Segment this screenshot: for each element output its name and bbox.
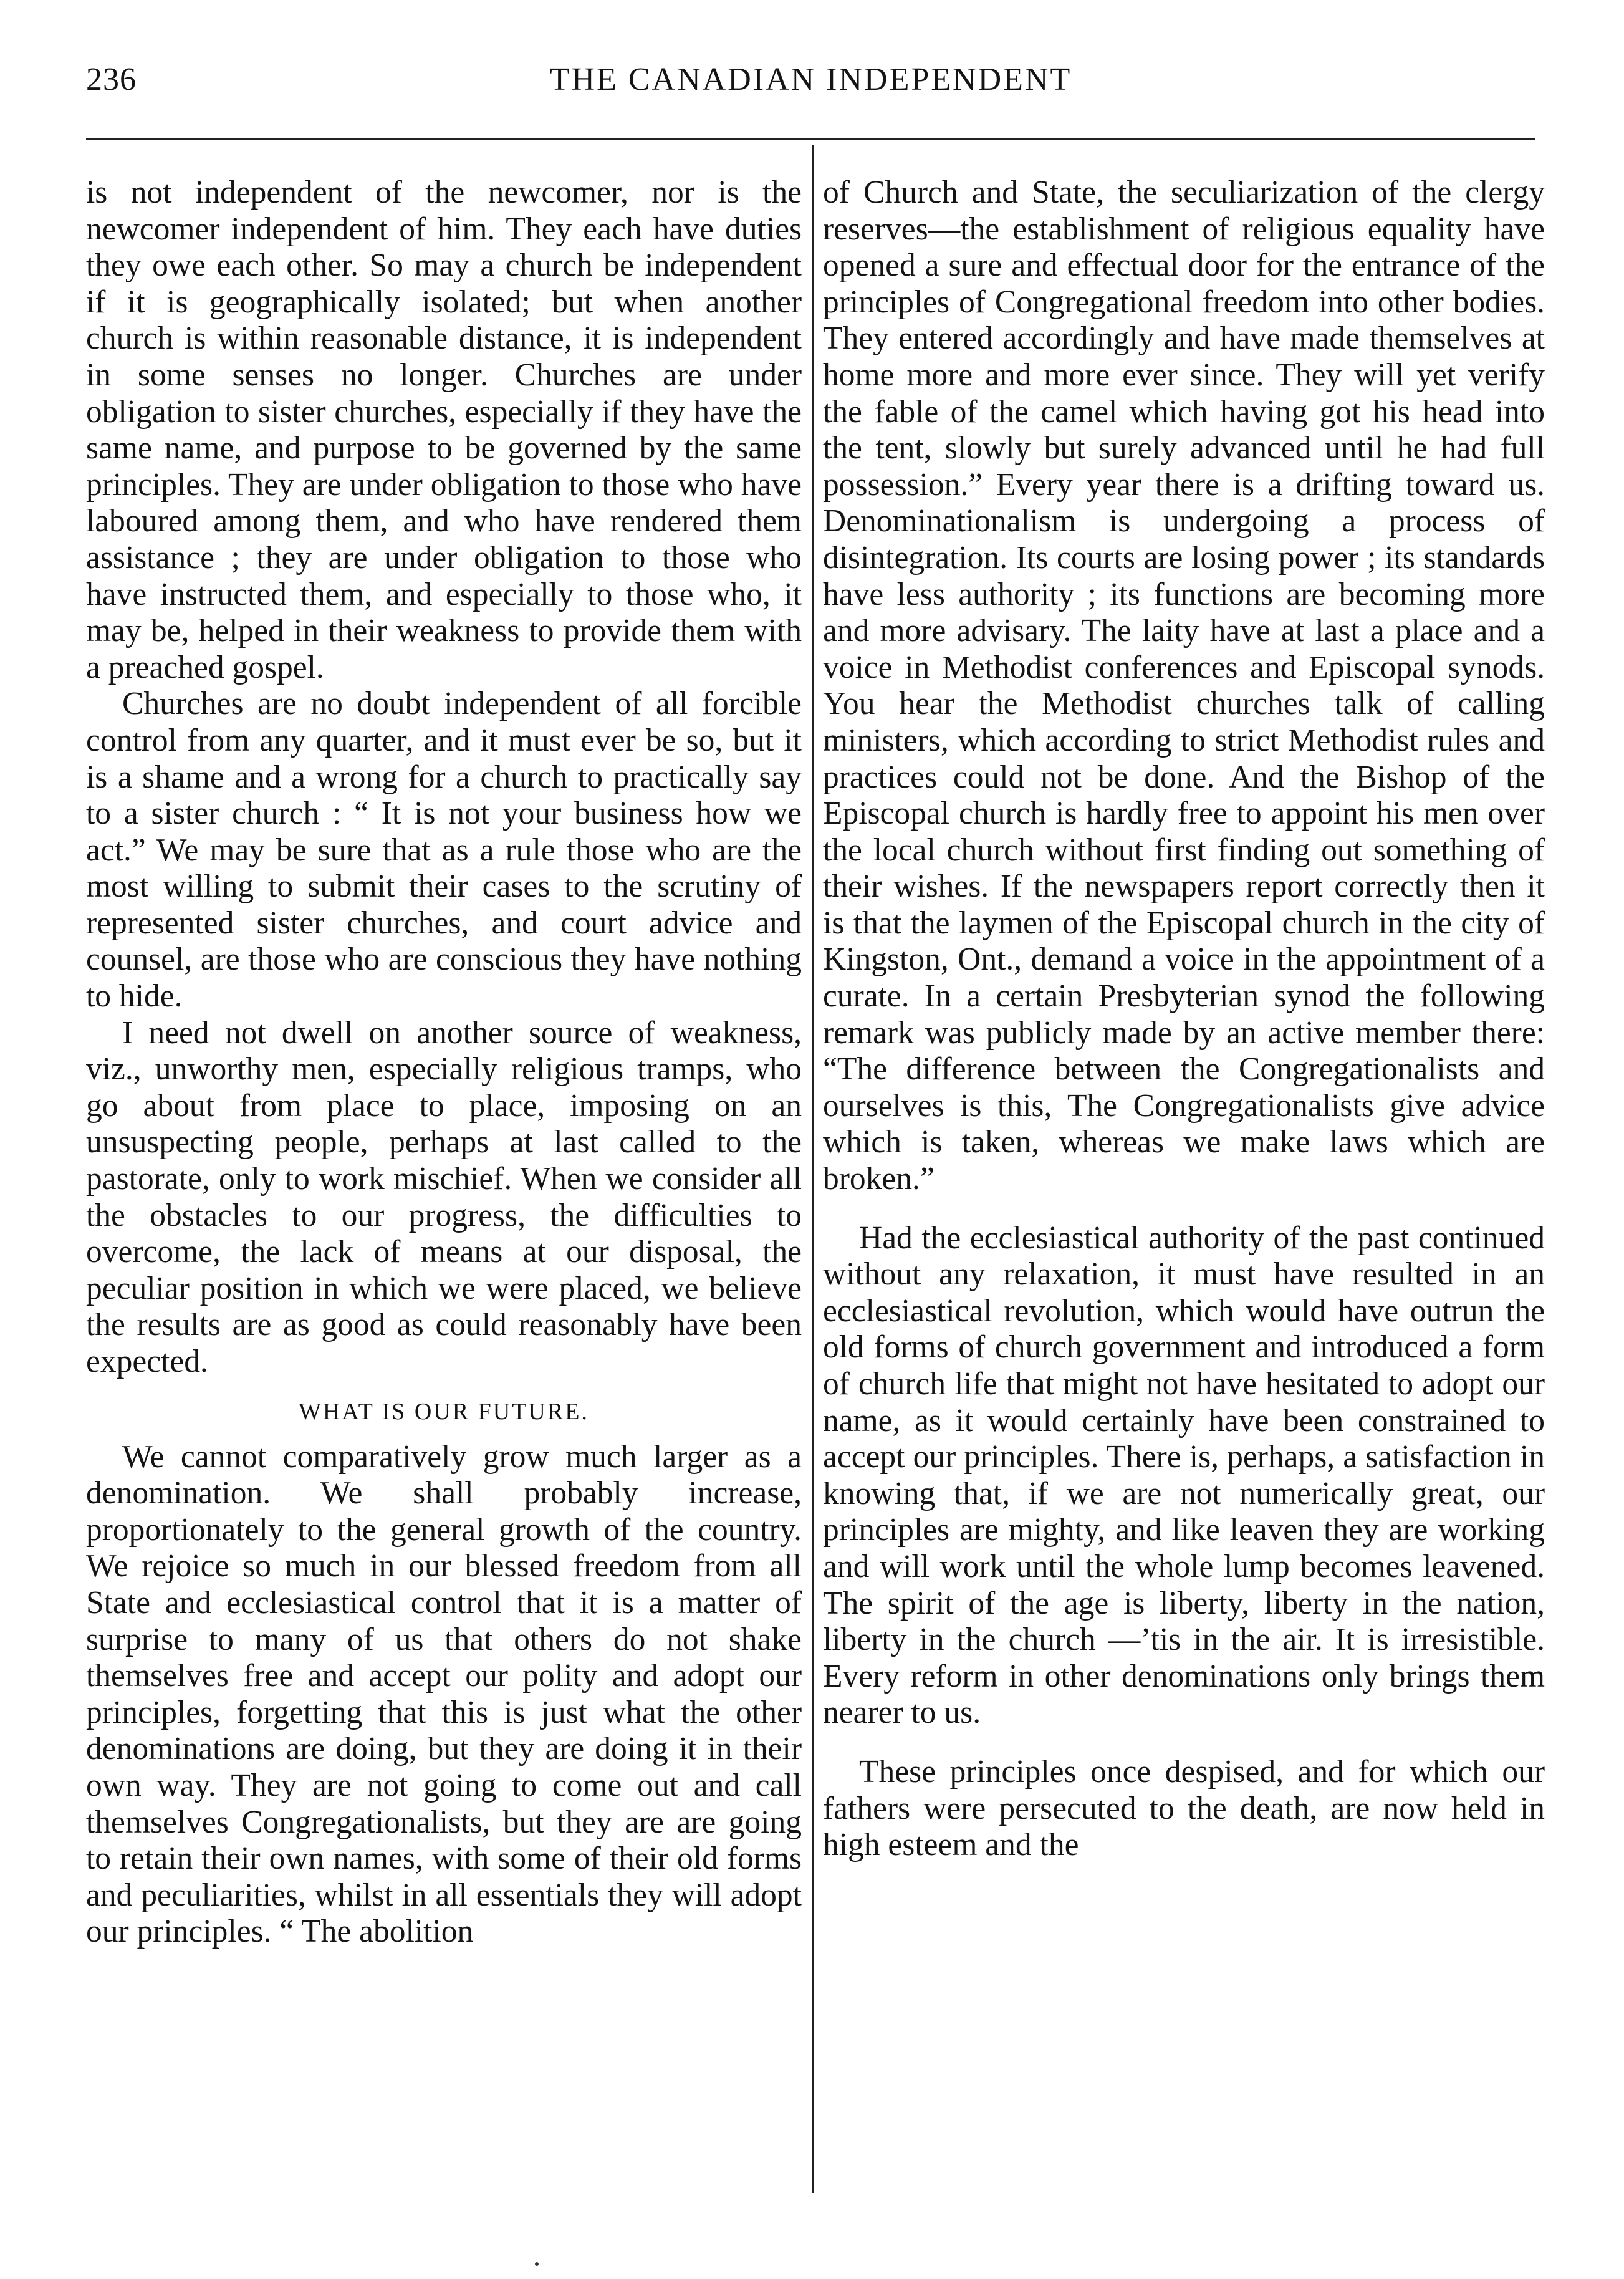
page-number: 236	[86, 62, 137, 97]
right-paragraph-3: These principles once despised, and for which our fathers were persecuted to the death, are now held in high esteem and the	[823, 1753, 1545, 1863]
left-paragraph-2: Churches are no doubt independent of all forcible control from any quarter, and it must ever be so, but it is a shame and a wrong for a church to practically say to a sister church : “ It is not your business how we act.” We may be sure that as a rule those who are the most willing to submit their cases to the scrutiny of represented sister churches, and court advice and counsel, are those who are conscious they have nothing to hide.	[86, 686, 802, 1014]
left-paragraph-4: We cannot comparatively grow much larger as a denomination. We shall probably increase, proportionately to the general growth of the country. We rejoice so much in our blessed freedom from all State and ecclesiastical control that it is a matter of surprise to many of us that others do not shake themselves free and accept our polity and adopt our principles, forgetting that this is just what the other denominations are doing, but they are doing it in their own way. They are not going to come out and call themselves Congregationalists, but they are are going to retain their own names, with some of their old forms and peculiarities, whilst in all essentials they will adopt our principles. “ The abolition	[86, 1438, 802, 1950]
column-rule	[812, 145, 814, 2193]
running-title: THE CANADIAN INDEPENDENT	[549, 62, 1072, 97]
section-heading: WHAT IS OUR FUTURE.	[299, 1398, 589, 1425]
footer-mark	[535, 2262, 539, 2266]
header-rule	[86, 138, 1535, 140]
page-header	[86, 56, 1535, 106]
left-paragraph-1: is not independent of the newcomer, nor is the newcomer independent of him. They each have duties they owe each other. So may a church be independent if it is geographically isolated; but when another church is within reasonable distance, it is independent in some senses no longer. Churches are under obligation to sister churches, especially if they have the same name, and purpose to be governed by the same principles. They are under obligation to those who have laboured among them, and who have rendered them assistance ; they are under obligation to those who have instructed them, and especially to those who, it may be, helped in their weakness to provide them with a preached gospel.	[86, 175, 802, 685]
right-paragraph-1: of Church and State, the seculiarization of the clergy reserves—the establishment of religious equality have opened a sure and effectual door for the entrance of the principles of Congregational freedom into other bodies. They entered accordingly and have made themselves at home more and more ever since. They will yet verify the fable of the camel which having got his head into the tent, slowly but surely advanced until he had full possession.” Every year there is a drifting toward us. Denominationalism is undergoing a process of disintegration. Its courts are losing power ; its standards have less authority ; its functions are becoming more and more advisary. The laity have at last a place and a voice in Methodist conferences and Episcopal synods. You hear the Methodist churches talk of calling ministers, which according to strict Methodist rules and practices could not be done. And the Bishop of the Episcopal church is hardly free to appoint his men over the local church without first finding out something of their wishes. If the newspapers report correctly then it is that the laymen of the Episcopal church in the city of Kingston, Ont., demand a voice in the appointment of a curate. In a certain Presbyterian synod the following remark was publicly made by an active member there: “The difference between the Congregationalists and ourselves is this, The Congregationalists give advice which is taken, whereas we make laws which are broken.”	[823, 175, 1545, 1197]
left-paragraph-3: I need not dwell on another source of weakness, viz., unworthy men, especially religious tramps, who go about from place to place, imposing on an unsuspecting people, perhaps at last called to the pastorate, only to work mischief. When we consider all the obstacles to our progress, the difficulties to overcome, the lack of means at our disposal, the peculiar position in which we were placed, we believe the results are as good as could reasonably have been expected.	[86, 1014, 802, 1379]
right-paragraph-2: Had the ecclesiastical authority of the past continued without any relaxation, it must have resulted in an ecclesiastical revolution, which would have outrun the old forms of church government and introduced a form of church life that might not have hesitated to adopt our name, as it would certainly have been constrained to accept our principles. There is, perhaps, a satisfaction in knowing that, if we are not numerically great, our principles are mighty, and like leaven they are working and will work until the whole lump becomes leavened. The spirit of the age is liberty, liberty in the nation, liberty in the church —’tis in the air. It is irresistible. Every reform in other denominations only brings them nearer to us.	[823, 1220, 1545, 1731]
left-column	[86, 175, 802, 1950]
right-column	[823, 175, 1545, 1864]
